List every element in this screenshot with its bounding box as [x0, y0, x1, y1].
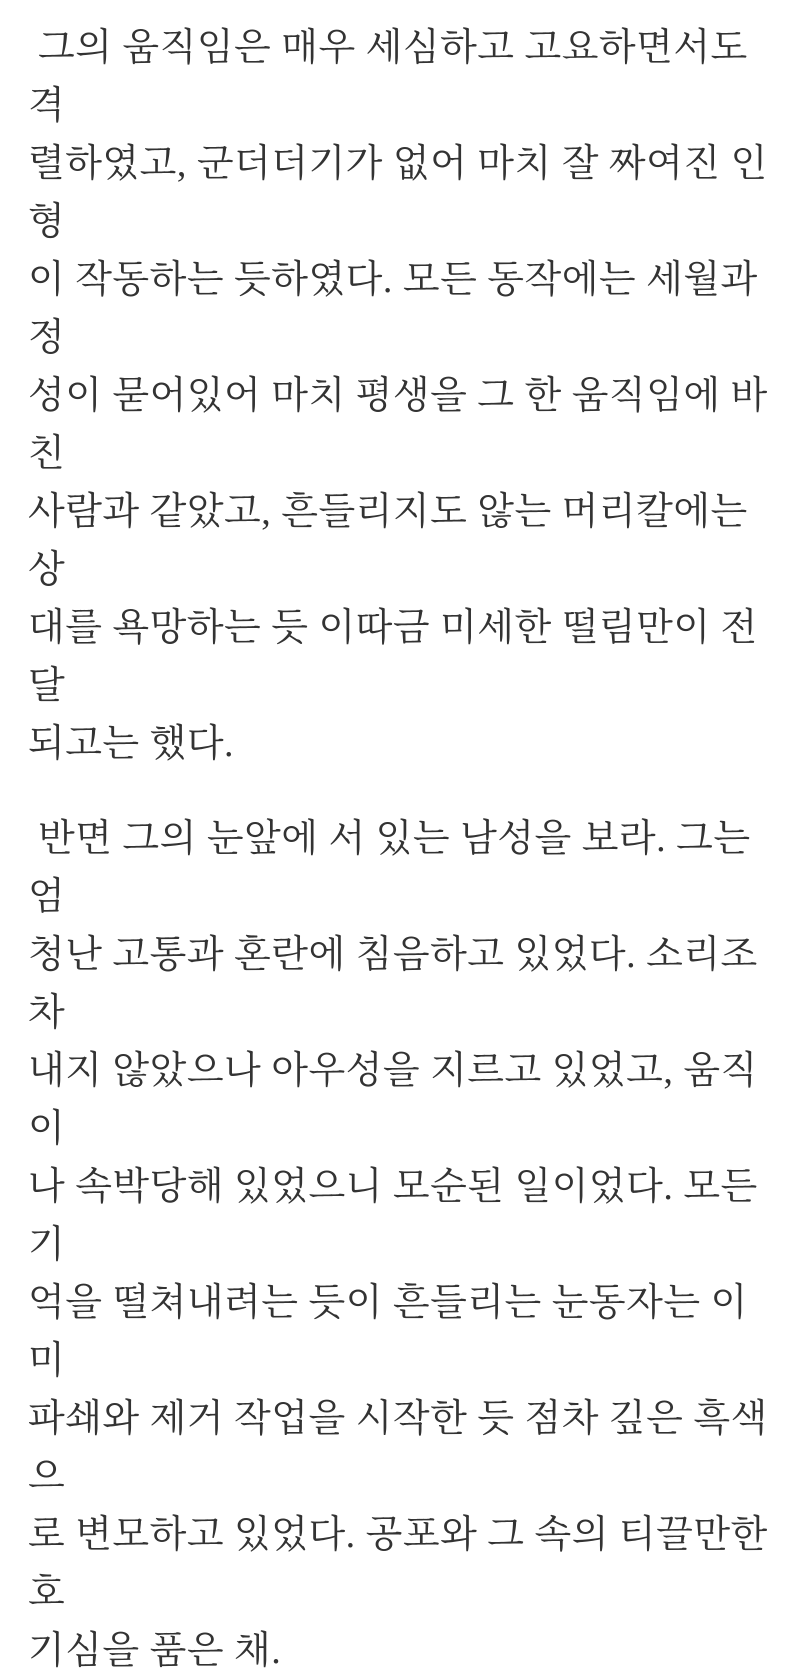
text-line: 내지 않았으나 아우성을 지르고 있었고, 움직이 — [28, 1050, 758, 1150]
text-line: 억을 떨쳐내려는 듯이 흔들리는 눈동자는 이미 — [28, 1282, 748, 1382]
text-line: 파쇄와 제거 작업을 시작한 듯 점차 깊은 흑색으 — [28, 1398, 768, 1498]
text-line: 대를 욕망하는 듯 이따금 미세한 떨림만이 전달 — [28, 607, 758, 707]
text-content — [28, 19, 778, 1680]
text-line: 사람과 같았고, 흔들리지도 않는 머리칼에는 상 — [28, 491, 758, 591]
text-line: 청난 고통과 혼란에 침음하고 있었다. 소리조차 — [28, 934, 758, 1034]
text-line: 반면 그의 눈앞에 서 있는 남성을 보라. 그는 엄 — [28, 818, 761, 918]
text-line: 로 변모하고 있었다. 공포와 그 속의 티끌만한 호 — [28, 1514, 778, 1614]
text-line: 이 작동하는 듯하였다. 모든 동작에는 세월과 정 — [28, 259, 768, 359]
text-line: 그의 움직임은 매우 세심하고 고요하면서도 격 — [28, 27, 758, 127]
text-line: 되고는 했다. — [28, 723, 235, 765]
text-line: 성이 묻어있어 마치 평생을 그 한 움직임에 바친 — [28, 375, 768, 475]
text-line: 렬하였고, 군더더기가 없어 마치 잘 짜여진 인형 — [28, 143, 768, 243]
paragraph — [28, 19, 774, 773]
text-line: 기심을 품은 채. — [28, 1630, 282, 1672]
text-line: 나 속박당해 있었으니 모순된 일이었다. 모든 기 — [28, 1166, 768, 1266]
paragraph — [28, 810, 778, 1680]
